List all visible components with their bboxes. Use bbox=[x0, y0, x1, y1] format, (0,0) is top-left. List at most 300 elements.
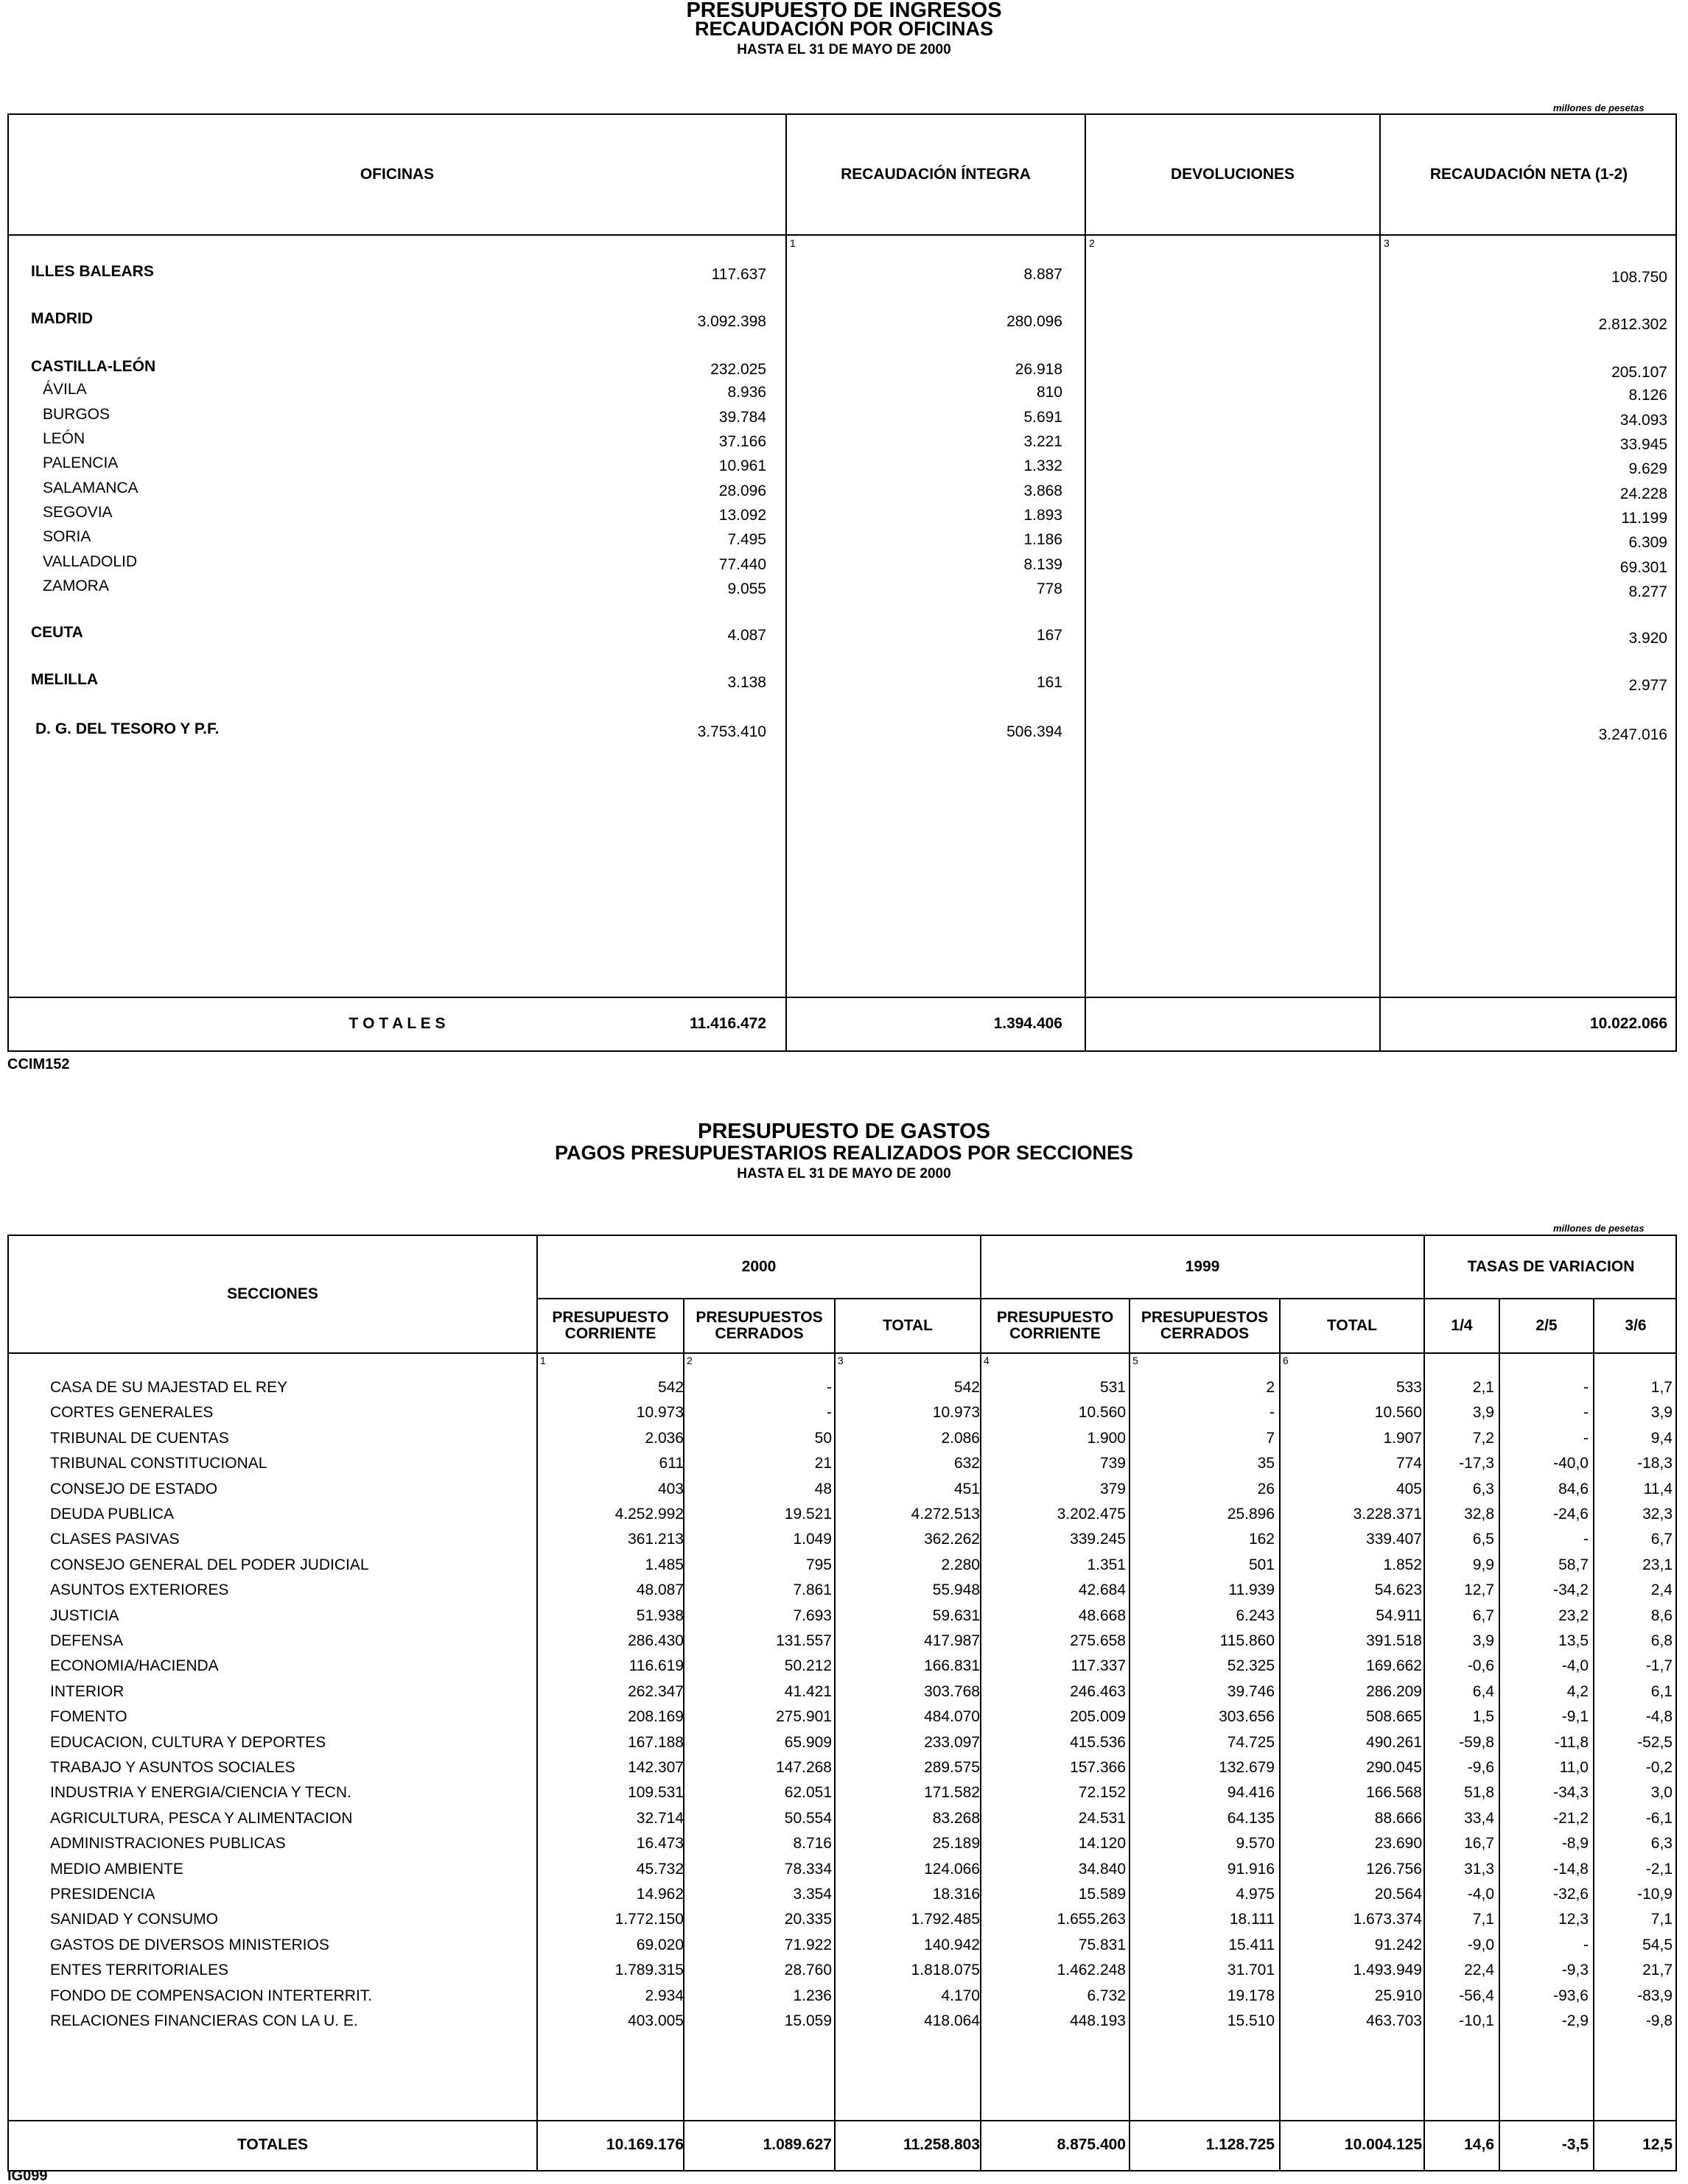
gastos-row-value: 1.900 bbox=[1087, 1429, 1126, 1447]
gastos-row-value: 4.975 bbox=[1236, 1886, 1275, 1903]
gastos-row-value: 15.589 bbox=[1078, 1886, 1126, 1903]
gastos-row-value: 15.510 bbox=[1227, 2012, 1275, 2029]
gastos-row-value: 3.228.371 bbox=[1353, 1506, 1422, 1523]
gastos-row-value: 3.354 bbox=[793, 1886, 832, 1903]
gastos-date: HASTA EL 31 DE MAYO DE 2000 bbox=[737, 1166, 951, 1181]
ingresos-row-value: 161 bbox=[1036, 674, 1062, 692]
ingresos-total-devoluciones: 1.394.406 bbox=[993, 1015, 1062, 1032]
gastos-totals-label: TOTALES bbox=[237, 2136, 309, 2153]
gastos-total-value: 1.089.627 bbox=[763, 2136, 832, 2153]
gastos-row-value: 542 bbox=[953, 1379, 980, 1396]
gastos-row-value: 6.732 bbox=[1087, 1987, 1126, 2004]
gastos-row-value: 418.064 bbox=[924, 2012, 980, 2029]
gastos-row-value: 124.066 bbox=[924, 1860, 980, 1878]
gastos-row-value: 361.213 bbox=[628, 1531, 684, 1548]
gastos-subheader: 1/4 bbox=[1451, 1316, 1473, 1334]
gastos-row-value: 42.684 bbox=[1078, 1581, 1126, 1599]
gastos-row-value: -11,8 bbox=[1554, 1733, 1589, 1751]
gastos-row-value: 166.568 bbox=[1366, 1784, 1422, 1802]
gastos-total-value: 12,5 bbox=[1642, 2136, 1673, 2153]
gastos-row-value: - bbox=[827, 1379, 832, 1396]
gastos-row-value: 611 bbox=[659, 1455, 684, 1472]
gastos-row-value: 78.334 bbox=[784, 1860, 832, 1878]
ingresos-colnum: 3 bbox=[1384, 237, 1390, 249]
gastos-row-value: 25.896 bbox=[1227, 1506, 1275, 1523]
ingresos-row-value: 108.750 bbox=[1611, 268, 1667, 286]
gastos-row-value: 339.407 bbox=[1366, 1531, 1422, 1548]
gastos-row-value: 23,2 bbox=[1558, 1607, 1589, 1624]
ingresos-date: HASTA EL 31 DE MAYO DE 2000 bbox=[737, 42, 951, 57]
ingresos-row-value: 10.961 bbox=[718, 457, 766, 475]
gastos-row-value: 6.243 bbox=[1236, 1607, 1275, 1624]
ingresos-total-integra: 11.416.472 bbox=[690, 1015, 766, 1032]
gastos-row-value: 531 bbox=[1099, 1379, 1126, 1396]
gastos-row-value: 3,9 bbox=[1472, 1632, 1494, 1649]
gastos-row-value: 1.789.315 bbox=[614, 1962, 684, 1979]
gastos-row-value: 32,3 bbox=[1642, 1506, 1673, 1523]
gastos-row-value: 14.120 bbox=[1078, 1835, 1126, 1853]
gastos-row-label: GASTOS DE DIVERSOS MINISTERIOS bbox=[50, 1936, 329, 1953]
gastos-row-value: 448.193 bbox=[1070, 2012, 1126, 2029]
gastos-row-value: 9,9 bbox=[1472, 1556, 1494, 1573]
gastos-row-value: 463.703 bbox=[1366, 2012, 1422, 2029]
gastos-row-value: 25.910 bbox=[1374, 1987, 1422, 2004]
gastos-row-value: 774 bbox=[1395, 1455, 1422, 1472]
ingresos-title: PRESUPUESTO DE INGRESOS bbox=[686, 0, 1002, 22]
gastos-row-value: 45.732 bbox=[636, 1860, 684, 1878]
gastos-row-label: ENTES TERRITORIALES bbox=[50, 1962, 228, 1979]
gastos-total-value: 1.128.725 bbox=[1205, 2136, 1275, 2153]
gastos-row-value: 62.051 bbox=[784, 1784, 832, 1802]
gastos-row-value: 1.818.075 bbox=[911, 1962, 980, 1979]
gastos-row-value: 109.531 bbox=[628, 1784, 684, 1802]
ingresos-row-label: VALLADOLID bbox=[43, 552, 137, 570]
gastos-row-value: 508.665 bbox=[1366, 1708, 1422, 1726]
ingresos-row-value: 2.812.302 bbox=[1598, 316, 1667, 334]
gastos-row-value: 117.337 bbox=[1071, 1657, 1126, 1675]
ingresos-row-value: 8.139 bbox=[1023, 555, 1062, 573]
gastos-row-value: 24.531 bbox=[1078, 1809, 1126, 1827]
ingresos-row-value: 9.629 bbox=[1628, 460, 1667, 478]
gastos-row-value: 51.938 bbox=[636, 1607, 684, 1624]
gastos-row-value: 2.280 bbox=[941, 1556, 980, 1573]
gastos-row-value: 533 bbox=[1395, 1379, 1422, 1396]
gastos-row-value: 19.178 bbox=[1227, 1987, 1275, 2004]
gastos-row-value: 11,0 bbox=[1559, 1759, 1589, 1776]
gastos-row-value: 303.768 bbox=[924, 1682, 980, 1700]
ingresos-row-value: 3.868 bbox=[1023, 482, 1062, 499]
gastos-title: PRESUPUESTO DE GASTOS bbox=[698, 1120, 990, 1143]
gastos-row-value: 1.907 bbox=[1383, 1429, 1422, 1447]
gastos-row-value: 162 bbox=[1248, 1531, 1275, 1548]
gastos-row-value: 246.463 bbox=[1070, 1682, 1126, 1700]
gastos-row-value: 4.252.992 bbox=[614, 1506, 684, 1523]
gastos-row-value: 542 bbox=[657, 1379, 684, 1396]
gastos-row-value: 1.852 bbox=[1383, 1556, 1422, 1573]
gastos-row-value: -1,7 bbox=[1645, 1657, 1673, 1675]
gastos-row-value: 39.746 bbox=[1227, 1682, 1275, 1700]
gastos-row-value: -6,1 bbox=[1645, 1809, 1673, 1827]
gastos-row-value: 2.036 bbox=[645, 1429, 684, 1447]
gastos-row-label: INDUSTRIA Y ENERGIA/CIENCIA Y TECN. bbox=[50, 1784, 351, 1802]
ingresos-row-value: 506.394 bbox=[1006, 723, 1062, 740]
gastos-row-value: 22,4 bbox=[1464, 1962, 1494, 1979]
gastos-row-value: 1.485 bbox=[645, 1556, 684, 1573]
gastos-colnum: 2 bbox=[687, 1355, 693, 1366]
gastos-row-value: 131.557 bbox=[776, 1632, 832, 1649]
gastos-row-value: 1.049 bbox=[793, 1531, 832, 1548]
gastos-row-label: CASA DE SU MAJESTAD EL REY bbox=[50, 1379, 288, 1396]
ingresos-row-value: 6.309 bbox=[1628, 534, 1667, 552]
ingresos-row-value: 33.945 bbox=[1619, 435, 1667, 453]
ingresos-row-label: CEUTA bbox=[31, 623, 83, 641]
gastos-row-value: 69.020 bbox=[636, 1936, 684, 1953]
gastos-row-value: - bbox=[1583, 1404, 1589, 1422]
ingresos-row-label: CASTILLA-LEÓN bbox=[31, 357, 156, 375]
gastos-row-value: 48 bbox=[814, 1480, 832, 1497]
gastos-subheader: TOTAL bbox=[1326, 1316, 1378, 1334]
gastos-row-value: 59.631 bbox=[932, 1607, 980, 1624]
gastos-row-value: 18.316 bbox=[932, 1886, 980, 1903]
gastos-row-value: 16,7 bbox=[1464, 1835, 1494, 1853]
gastos-row-value: -2,1 bbox=[1645, 1860, 1673, 1878]
gastos-row-value: 339.245 bbox=[1070, 1531, 1126, 1548]
gastos-row-value: 275.901 bbox=[776, 1708, 832, 1726]
gastos-row-value: -40,0 bbox=[1553, 1455, 1589, 1472]
gastos-row-value: 2.934 bbox=[645, 1987, 684, 2004]
ingresos-colnum: 2 bbox=[1089, 237, 1095, 249]
gastos-subheader: 2/5 bbox=[1535, 1316, 1558, 1334]
ingresos-row-value: 4.087 bbox=[727, 626, 766, 644]
gastos-row-value: -59,8 bbox=[1459, 1733, 1494, 1751]
gastos-colnum: 5 bbox=[1132, 1355, 1138, 1366]
gastos-row-value: 13,5 bbox=[1558, 1632, 1589, 1649]
gastos-row-value: -4,8 bbox=[1645, 1708, 1673, 1726]
ingresos-row-label: BURGOS bbox=[43, 405, 111, 423]
ingresos-row-value: 8.126 bbox=[1628, 387, 1667, 404]
ingresos-row-value: 9.055 bbox=[727, 580, 766, 597]
gastos-row-value: 51,8 bbox=[1464, 1784, 1494, 1802]
gastos-row-value: 157.366 bbox=[1070, 1759, 1126, 1776]
gastos-row-label: CONSEJO GENERAL DEL PODER JUDICIAL bbox=[50, 1556, 369, 1573]
gastos-colnum: 1 bbox=[540, 1355, 546, 1366]
gastos-row-value: 205.009 bbox=[1070, 1708, 1126, 1726]
gastos-subheader: PRESUPUESTOS CERRADOS bbox=[696, 1308, 823, 1342]
gastos-row-value: 50.554 bbox=[784, 1809, 832, 1827]
ingresos-row-value: 2.977 bbox=[1628, 677, 1667, 695]
gastos-row-value: 3,9 bbox=[1650, 1404, 1673, 1422]
gastos-row-value: 2 bbox=[1266, 1379, 1275, 1396]
gastos-row-value: 11.939 bbox=[1228, 1581, 1275, 1599]
ingresos-unit: millones de pesetas bbox=[1553, 102, 1645, 113]
ingresos-header-devoluciones: DEVOLUCIONES bbox=[1170, 165, 1295, 183]
gastos-row-value: 379 bbox=[1099, 1480, 1126, 1497]
gastos-row-value: 18.111 bbox=[1229, 1911, 1275, 1928]
ingresos-row-value: 8.277 bbox=[1628, 583, 1667, 600]
ingresos-total-neta: 10.022.066 bbox=[1589, 1015, 1667, 1032]
gastos-row-value: 132.679 bbox=[1219, 1759, 1275, 1776]
gastos-row-value: 54.623 bbox=[1374, 1581, 1422, 1599]
gastos-row-value: 54.911 bbox=[1376, 1607, 1422, 1624]
gastos-row-label: FONDO DE COMPENSACION INTERTERRIT. bbox=[50, 1987, 373, 2004]
gastos-row-value: 8.716 bbox=[793, 1835, 832, 1853]
gastos-row-value: 55.948 bbox=[932, 1581, 980, 1599]
gastos-row-value: 1.493.949 bbox=[1353, 1962, 1422, 1979]
gastos-row-value: 1.351 bbox=[1087, 1556, 1126, 1573]
gastos-row-value: 34.840 bbox=[1078, 1860, 1126, 1878]
ingresos-row-label: MELILLA bbox=[31, 671, 98, 689]
gastos-row-value: -9,0 bbox=[1467, 1936, 1494, 1953]
gastos-row-value: -34,3 bbox=[1553, 1784, 1589, 1802]
gastos-row-value: 12,3 bbox=[1558, 1911, 1589, 1928]
ingresos-row-value: 778 bbox=[1036, 580, 1062, 597]
gastos-row-value: 21 bbox=[814, 1455, 832, 1472]
ingresos-row-value: 3.221 bbox=[1023, 432, 1062, 450]
ingresos-header-neta: RECAUDACIÓN NETA (1-2) bbox=[1429, 165, 1628, 183]
gastos-row-value: 35 bbox=[1257, 1455, 1275, 1472]
gastos-row-value: 7,2 bbox=[1472, 1429, 1494, 1447]
ingresos-row-value: 280.096 bbox=[1006, 313, 1062, 331]
gastos-row-value: 2,4 bbox=[1650, 1581, 1673, 1599]
ingresos-row-value: 8.936 bbox=[727, 384, 766, 401]
gastos-table bbox=[7, 1235, 1677, 2171]
gastos-row-value: 19.521 bbox=[784, 1506, 832, 1523]
ingresos-row-label: PALENCIA bbox=[43, 454, 119, 472]
gastos-row-value: 1.236 bbox=[793, 1987, 832, 2004]
gastos-row-value: - bbox=[1583, 1429, 1589, 1447]
gastos-row-value: 391.518 bbox=[1366, 1632, 1422, 1649]
gastos-row-value: 286.430 bbox=[628, 1632, 684, 1649]
ingresos-row-value: 11.199 bbox=[1621, 509, 1667, 527]
gastos-row-value: 23.690 bbox=[1374, 1835, 1422, 1853]
gastos-row-value: 2.086 bbox=[941, 1429, 980, 1447]
gastos-row-value: 26 bbox=[1257, 1480, 1275, 1497]
ingresos-row-value: 3.247.016 bbox=[1598, 726, 1667, 743]
gastos-row-value: -10,1 bbox=[1459, 2012, 1494, 2029]
gastos-row-value: 2,1 bbox=[1472, 1379, 1494, 1396]
gastos-row-value: -83,9 bbox=[1637, 1987, 1673, 2004]
ingresos-row-label: ZAMORA bbox=[43, 577, 109, 594]
gastos-row-value: 233.097 bbox=[924, 1733, 980, 1751]
gastos-row-value: -93,6 bbox=[1553, 1987, 1589, 2004]
ingresos-row-value: 69.301 bbox=[1619, 558, 1667, 576]
gastos-row-value: 9.570 bbox=[1236, 1835, 1275, 1853]
gastos-header-secciones: SECCIONES bbox=[227, 1285, 318, 1302]
ingresos-code: CCIM152 bbox=[7, 1056, 70, 1072]
ingresos-row-value: 232.025 bbox=[710, 360, 766, 378]
gastos-row-label: DEFENSA bbox=[50, 1632, 124, 1649]
ingresos-row-value: 3.753.410 bbox=[697, 723, 766, 740]
gastos-total-value: 11.258.803 bbox=[903, 2136, 980, 2153]
ingresos-row-value: 1.893 bbox=[1023, 506, 1062, 524]
ingresos-row-label: LEÓN bbox=[43, 429, 85, 447]
gastos-row-value: 9,4 bbox=[1650, 1429, 1673, 1447]
ingresos-row-value: 5.691 bbox=[1023, 408, 1062, 426]
gastos-code: IG099 bbox=[7, 2168, 48, 2184]
gastos-row-value: 1.673.374 bbox=[1353, 1911, 1422, 1928]
gastos-row-value: 6,3 bbox=[1472, 1480, 1494, 1497]
gastos-row-value: 10.560 bbox=[1078, 1404, 1126, 1422]
gastos-row-value: 1,5 bbox=[1472, 1708, 1494, 1726]
gastos-row-value: 208.169 bbox=[628, 1708, 684, 1726]
gastos-row-value: 451 bbox=[953, 1480, 980, 1497]
ingresos-row-value: 167 bbox=[1036, 626, 1062, 644]
ingresos-row-value: 3.920 bbox=[1628, 629, 1667, 647]
ingresos-row-value: 810 bbox=[1036, 384, 1062, 401]
gastos-row-value: 6,8 bbox=[1650, 1632, 1673, 1649]
gastos-row-value: 72.152 bbox=[1078, 1784, 1126, 1802]
gastos-row-value: 1,7 bbox=[1650, 1379, 1673, 1396]
ingresos-row-value: 1.186 bbox=[1023, 531, 1062, 549]
gastos-row-value: 54,5 bbox=[1642, 1936, 1673, 1953]
gastos-row-value: 7 bbox=[1266, 1429, 1275, 1447]
gastos-group-2000: 2000 bbox=[741, 1257, 777, 1275]
gastos-row-value: 6,7 bbox=[1472, 1607, 1494, 1624]
gastos-row-label: CONSEJO DE ESTADO bbox=[50, 1480, 218, 1497]
gastos-row-value: 14.962 bbox=[636, 1886, 684, 1903]
gastos-row-value: 84,6 bbox=[1558, 1480, 1589, 1497]
gastos-row-value: 4,2 bbox=[1566, 1682, 1589, 1700]
gastos-row-value: 10.973 bbox=[636, 1404, 684, 1422]
gastos-row-value: 126.756 bbox=[1366, 1860, 1422, 1878]
gastos-row-value: 20.564 bbox=[1374, 1886, 1422, 1903]
gastos-row-value: 28.760 bbox=[784, 1962, 832, 1979]
gastos-row-value: -18,3 bbox=[1637, 1455, 1673, 1472]
ingresos-row-value: 24.228 bbox=[1619, 485, 1667, 502]
gastos-row-label: SANIDAD Y CONSUMO bbox=[50, 1911, 218, 1928]
gastos-row-value: 501 bbox=[1248, 1556, 1275, 1573]
gastos-row-value: -21,2 bbox=[1553, 1809, 1589, 1827]
gastos-unit: millones de pesetas bbox=[1553, 1223, 1645, 1234]
ingresos-subtitle: RECAUDACIÓN POR OFICINAS bbox=[694, 18, 993, 40]
gastos-row-value: 795 bbox=[805, 1556, 832, 1573]
gastos-subheader: TOTAL bbox=[882, 1316, 934, 1334]
gastos-subtitle: PAGOS PRESUPUESTARIOS REALIZADOS POR SECCIONES bbox=[554, 1142, 1134, 1164]
gastos-row-value: 10.973 bbox=[932, 1404, 980, 1422]
gastos-row-value: 169.662 bbox=[1366, 1657, 1422, 1675]
ingresos-row-value: 3.092.398 bbox=[697, 313, 766, 331]
gastos-row-value: 7.693 bbox=[793, 1607, 832, 1624]
gastos-row-value: 83.268 bbox=[932, 1809, 980, 1827]
gastos-row-label: TRIBUNAL DE CUENTAS bbox=[50, 1429, 229, 1447]
gastos-row-value: 7,1 bbox=[1650, 1911, 1673, 1928]
gastos-row-value: 6,7 bbox=[1650, 1531, 1673, 1548]
gastos-row-value: 275.658 bbox=[1070, 1632, 1126, 1649]
gastos-row-value: - bbox=[1583, 1531, 1589, 1548]
gastos-row-value: 12,7 bbox=[1464, 1581, 1494, 1599]
ingresos-header-integra: RECAUDACIÓN ÍNTEGRA bbox=[841, 165, 1031, 183]
gastos-row-value: 362.262 bbox=[924, 1531, 980, 1548]
gastos-row-value: 65.909 bbox=[784, 1733, 832, 1751]
gastos-row-value: -34,2 bbox=[1553, 1581, 1589, 1599]
gastos-row-value: 32.714 bbox=[636, 1809, 684, 1827]
ingresos-row-value: 1.332 bbox=[1023, 457, 1062, 475]
gastos-row-value: 484.070 bbox=[924, 1708, 980, 1726]
gastos-row-value: 290.045 bbox=[1366, 1759, 1422, 1776]
gastos-row-value: -9,3 bbox=[1561, 1962, 1589, 1979]
gastos-row-label: MEDIO AMBIENTE bbox=[50, 1860, 183, 1878]
gastos-colnum: 4 bbox=[984, 1355, 990, 1366]
gastos-row-value: 632 bbox=[953, 1455, 980, 1472]
gastos-row-value: 403.005 bbox=[628, 2012, 684, 2029]
gastos-row-value: 4.170 bbox=[941, 1987, 980, 2004]
gastos-row-value: 405 bbox=[1395, 1480, 1422, 1497]
gastos-row-value: 490.261 bbox=[1366, 1733, 1422, 1751]
gastos-row-value: 52.325 bbox=[1227, 1657, 1275, 1675]
ingresos-row-label: ILLES BALEARS bbox=[31, 262, 154, 280]
gastos-row-value: 48.668 bbox=[1078, 1607, 1126, 1624]
gastos-row-label: PRESIDENCIA bbox=[50, 1886, 155, 1903]
gastos-row-value: 10.560 bbox=[1374, 1404, 1422, 1422]
gastos-row-value: 1.462.248 bbox=[1057, 1962, 1126, 1979]
gastos-row-value: -9,1 bbox=[1561, 1708, 1589, 1726]
gastos-row-value: -9,6 bbox=[1467, 1759, 1494, 1776]
gastos-row-value: 15.059 bbox=[784, 2012, 832, 2029]
gastos-row-value: -17,3 bbox=[1459, 1455, 1494, 1472]
ingresos-row-value: 3.138 bbox=[727, 674, 766, 692]
gastos-total-value: 10.169.176 bbox=[606, 2136, 684, 2153]
gastos-row-value: 64.135 bbox=[1227, 1809, 1275, 1827]
gastos-row-value: -56,4 bbox=[1459, 1987, 1494, 2004]
gastos-row-value: 88.666 bbox=[1374, 1809, 1422, 1827]
ingresos-row-value: 117.637 bbox=[711, 265, 766, 283]
gastos-row-value: 15.411 bbox=[1228, 1936, 1275, 1953]
gastos-row-value: 403 bbox=[657, 1480, 684, 1497]
ingresos-row-value: 205.107 bbox=[1611, 363, 1667, 381]
gastos-row-label: TRIBUNAL CONSTITUCIONAL bbox=[50, 1455, 267, 1472]
gastos-colnum: 6 bbox=[1283, 1355, 1289, 1366]
gastos-row-value: 142.307 bbox=[628, 1759, 684, 1776]
gastos-row-value: 3,0 bbox=[1650, 1784, 1673, 1802]
gastos-row-value: 31,3 bbox=[1464, 1860, 1494, 1878]
gastos-row-value: 75.831 bbox=[1078, 1936, 1126, 1953]
gastos-row-value: 147.268 bbox=[776, 1759, 832, 1776]
gastos-row-value: 303.656 bbox=[1219, 1708, 1275, 1726]
gastos-row-value: - bbox=[827, 1404, 832, 1422]
gastos-row-value: - bbox=[1583, 1936, 1589, 1953]
ingresos-row-value: 77.440 bbox=[718, 555, 766, 573]
gastos-row-value: 1.792.485 bbox=[911, 1911, 980, 1928]
gastos-row-value: -4,0 bbox=[1467, 1886, 1494, 1903]
gastos-group-tasas: TASAS DE VARIACION bbox=[1467, 1257, 1635, 1275]
gastos-row-label: AGRICULTURA, PESCA Y ALIMENTACION bbox=[50, 1809, 353, 1827]
gastos-row-value: 21,7 bbox=[1642, 1962, 1673, 1979]
gastos-row-value: -2,9 bbox=[1561, 2012, 1589, 2029]
ingresos-row-label: MADRID bbox=[31, 310, 93, 328]
ingresos-row-value: 28.096 bbox=[718, 482, 766, 499]
gastos-row-value: 6,1 bbox=[1650, 1682, 1673, 1700]
gastos-row-value: -4,0 bbox=[1561, 1657, 1589, 1675]
gastos-row-value: 32,8 bbox=[1464, 1506, 1494, 1523]
gastos-row-value: 167.188 bbox=[628, 1733, 684, 1751]
gastos-total-value: 14,6 bbox=[1464, 2136, 1494, 2153]
gastos-row-label: ASUNTOS EXTERIORES bbox=[50, 1581, 229, 1599]
gastos-row-label: ECONOMIA/HACIENDA bbox=[50, 1657, 219, 1675]
gastos-row-value: 50.212 bbox=[784, 1657, 832, 1675]
gastos-row-label: JUSTICIA bbox=[50, 1607, 119, 1624]
gastos-row-value: 31.701 bbox=[1227, 1962, 1275, 1979]
gastos-row-value: 3.202.475 bbox=[1057, 1506, 1126, 1523]
gastos-row-value: 74.725 bbox=[1227, 1733, 1275, 1751]
gastos-row-value: 115.860 bbox=[1219, 1632, 1275, 1649]
ingresos-row-value: 37.166 bbox=[718, 432, 766, 450]
gastos-row-value: -24,6 bbox=[1553, 1506, 1589, 1523]
ingresos-totals-label: T O T A L E S bbox=[349, 1014, 446, 1032]
gastos-group-1999: 1999 bbox=[1185, 1257, 1220, 1275]
ingresos-row-label: SALAMANCA bbox=[43, 479, 139, 496]
gastos-row-value: 262.347 bbox=[628, 1682, 684, 1700]
gastos-row-label: CORTES GENERALES bbox=[50, 1404, 214, 1422]
